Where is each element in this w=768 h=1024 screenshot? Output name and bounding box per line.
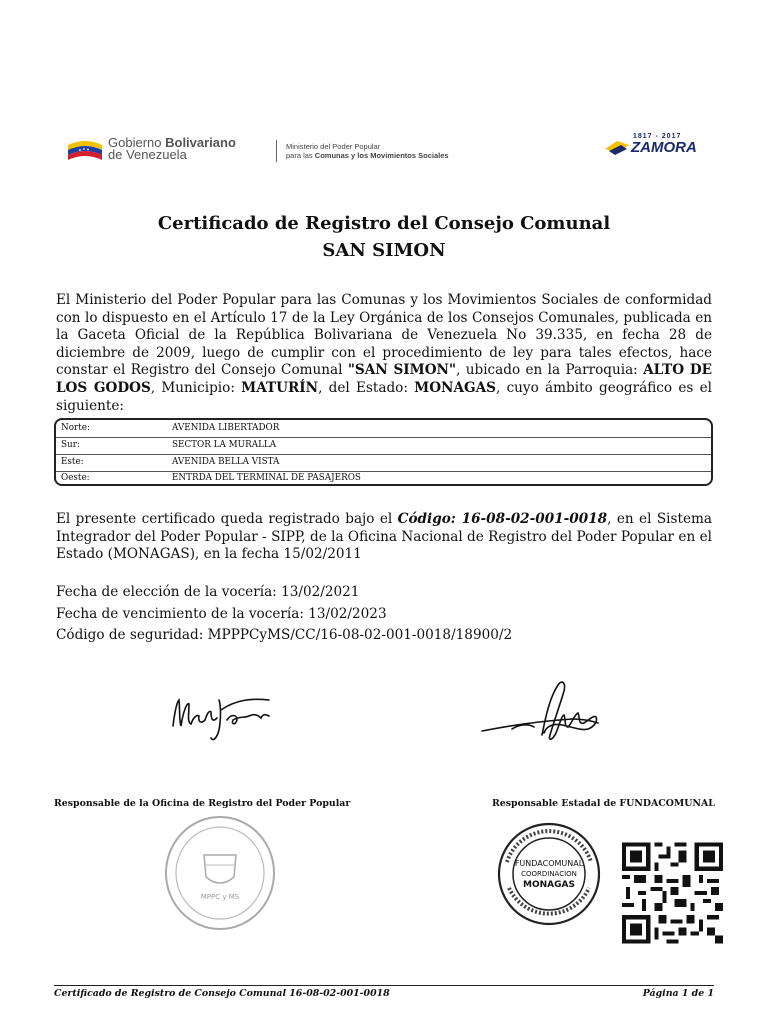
zamora-wordmark: ZAMORA (631, 139, 697, 156)
government-logo (66, 133, 276, 167)
table-row (56, 420, 711, 438)
left-signature-caption: Responsable de la Oficina de Registro del Poder Popular (54, 798, 351, 809)
certificate-title: Certificado de Registro del Consejo Comunal (157, 213, 611, 234)
limit-label: Oeste: (61, 473, 90, 483)
footer-document-id: Certificado de Registro de Consejo Comunal 16-08-02-001-0018 (54, 988, 390, 999)
geographic-limits-table (54, 418, 713, 486)
parish-name: ALTO DE LOS GODOS (56, 362, 712, 396)
intro-paragraph: El Ministerio del Poder Popular para las Comunas y los Movimientos Sociales de conformidad con lo dispuesto en el Artículo 17 de la Ley Orgánica de los Consejos Comunales, publicada en la Gaceta Oficial de la República Bolivariana de Venezuela No 39.335, en fecha 28 de diciembre de 2009, luego de cumplir con el procedimiento de ley para tales efectos, hace constar el Registro del Consejo Comunal "SAN SIMON", ubicado en la Parroquia: ALTO DE LOS GODOS, Municipio: MATURÍN, del Estado: MONAGAS, cuyo ámbito geográfico es el siguiente: (56, 292, 712, 414)
logo-divider (276, 140, 277, 162)
table-row (56, 470, 711, 487)
zamora-logo (603, 133, 715, 159)
expiry-date: Fecha de vencimiento de la vocería: 13/02/2023 (56, 606, 387, 622)
security-code: Código de seguridad: MPPPCyMS/CC/16-08-02-001-0018/18900/2 (56, 627, 513, 643)
right-signature-caption: Responsable Estadal de FUNDACOMUNAL (492, 798, 715, 809)
zamora-emblem-icon (603, 137, 631, 157)
municipality-name: MATURÍN (241, 379, 319, 396)
limit-value: SECTOR LA MURALLA (172, 440, 277, 450)
council-name-title: SAN SIMON (322, 240, 446, 261)
election-date: Fecha de elección de la vocería: 13/02/2021 (56, 584, 360, 600)
right-signature (472, 675, 622, 755)
footer-page-number: Página 1 de 1 (642, 988, 714, 999)
state-name: MONAGAS (414, 379, 496, 396)
limit-value: ENTRDA DEL TERMINAL DE PASAJEROS (172, 473, 361, 483)
ministry-logo-text: Ministerio del Poder Popular para las Comunas y los Movimientos Sociales (286, 142, 449, 160)
stamp-text-line1: FUNDACOMUNAL (514, 859, 584, 868)
qr-code[interactable] (622, 842, 723, 944)
ministry-seal-stamp (164, 815, 276, 931)
stamp-text-line2: COORDINACION (521, 870, 577, 878)
registration-code: Código: 16-08-02-001-0018 (397, 511, 608, 527)
footer-rule (54, 985, 714, 986)
limit-label: Este: (61, 457, 84, 467)
council-name: "SAN SIMON" (347, 362, 457, 379)
limit-label: Norte: (61, 423, 90, 433)
stamp-text-line3: MONAGAS (523, 880, 575, 890)
limit-label: Sur: (61, 440, 80, 450)
left-signature (165, 680, 275, 750)
government-logo-text: Gobierno Bolivariano de Venezuela (108, 135, 236, 162)
zamora-years: 1817 - 2017 (633, 133, 682, 140)
limit-value: AVENIDA BELLA VISTA (172, 457, 280, 467)
seal-center-text: MPPC y MS (200, 893, 240, 901)
table-row (56, 437, 711, 455)
fundacomunal-stamp (497, 822, 601, 926)
limit-value: AVENIDA LIBERTADOR (172, 423, 280, 433)
venezuela-flag-icon (66, 139, 104, 163)
registration-paragraph: El presente certificado queda registrado bajo el Código: 16-08-02-001-0018, en el Sistema Integrador del Poder Popular - SIPP, de la Oficina Nacional de Registro del Poder Popular en el Estado (MONAGAS), en la fecha 15/02/2011 (56, 511, 712, 563)
